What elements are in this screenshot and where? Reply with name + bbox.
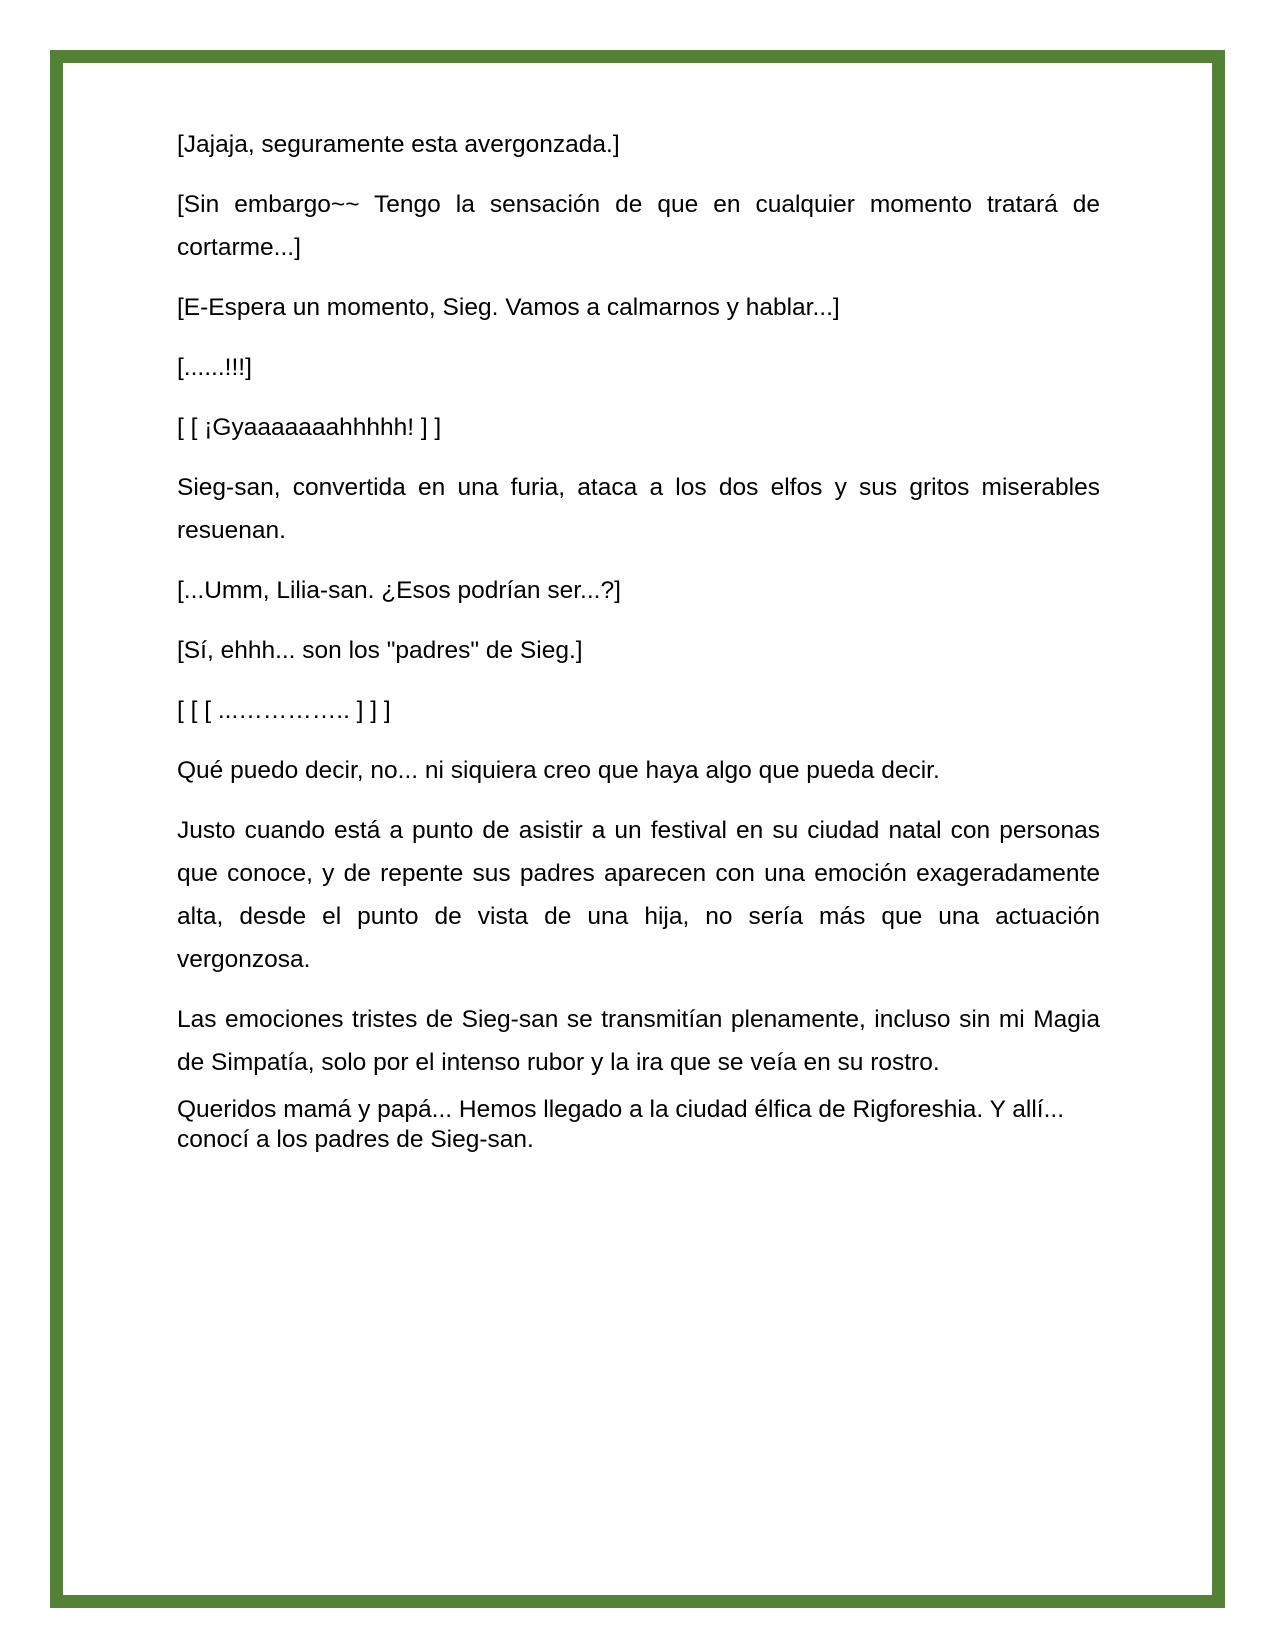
paragraph-1: [Jajaja, seguramente esta avergonzada.] — [177, 131, 620, 158]
paragraph-10: Qué puedo decir, no... ni siquiera creo que haya algo que pueda decir. — [177, 757, 940, 784]
paragraph-8: [Sí, ehhh... son los "padres" de Sieg.] — [177, 637, 583, 664]
paragraph-7: [...Umm, Lilia-san. ¿Esos podrían ser...?] — [177, 577, 621, 604]
paragraph-4: [......!!!] — [177, 354, 252, 381]
paragraph-5: [ [ ¡Gyaaaaaaahhhhh! ] ] — [177, 414, 442, 441]
paragraph-11: Justo cuando está a punto de asistir a un festival en su ciudad natal con personas que conoce, y de repente sus padres aparecen con una emoción exageradamente alta, desde el punto de vista de una hija, no sería más que una actuación vergonzosa. — [177, 817, 1100, 973]
paragraph-9: [ [ [ ...………….. ] ] ] — [177, 697, 391, 724]
paragraph-3: [E-Espera un momento, Sieg. Vamos a calmarnos y hablar...] — [177, 294, 840, 321]
paragraph-12: Las emociones tristes de Sieg-san se transmitían plenamente, incluso sin mi Magia de Simpatía, solo por el intenso rubor y la ira que se veía en su rostro. — [177, 1006, 1100, 1076]
paragraph-6: Sieg-san, convertida en una furia, ataca a los dos elfos y sus gritos miserables resuenan. — [177, 474, 1100, 544]
paragraph-2: [Sin embargo~~ Tengo la sensación de que en cualquier momento tratará de cortarme...] — [177, 191, 1100, 261]
document-body — [177, 123, 1100, 1172]
paragraph-13: Queridos mamá y papá... Hemos llegado a la ciudad élfica de Rigforeshia. Y allí... conocí a los padres de Sieg-san. — [177, 1096, 1065, 1153]
